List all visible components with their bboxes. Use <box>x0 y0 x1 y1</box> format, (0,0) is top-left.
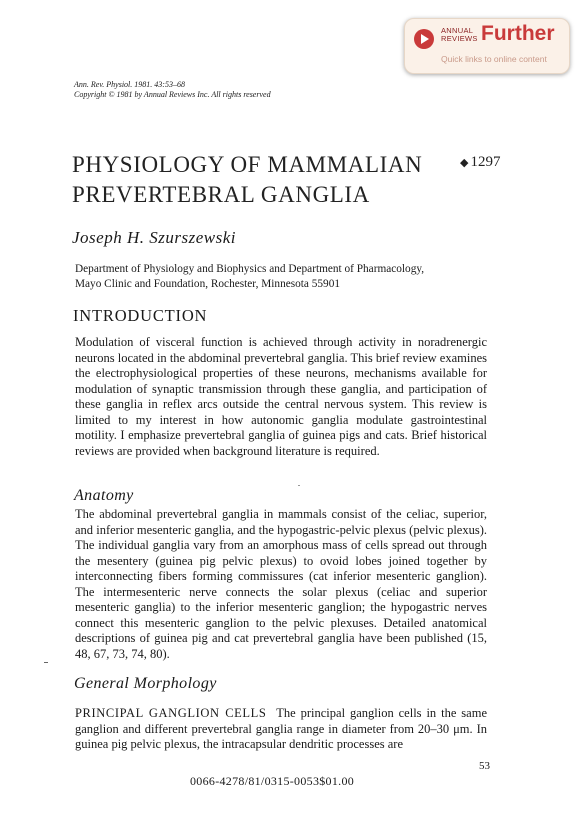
play-circle-icon <box>414 29 434 49</box>
title-line-1: PHYSIOLOGY OF MAMMALIAN <box>72 152 423 177</box>
introduction-text: Modulation of visceral function is achieved through activity in noradrenergic neurons located in the abdominal prevertebral ganglia. This brief review examines the electrophysiological properties of these neurons, mechanisms available for modulation of synaptic transmission through these ganglia, and participation of these ganglia in reflex arcs outside the central nervous system. This review is limited to my interest in how autonomic ganglia modulate gastrointestinal motility. I emphasize prevertebral ganglia of guinea pigs and cats. Brief historical reviews are provided when background literature is required. <box>75 335 487 458</box>
diamond-icon: ◆ <box>460 157 469 169</box>
morphology-lead: PRINCIPAL GANGLION CELLS <box>75 706 267 720</box>
journal-line-1: Ann. Rev. Physiol. 1981. 43:53–68 <box>74 80 185 89</box>
author-name: Joseph H. Szurszewski <box>72 228 236 247</box>
article-title <box>72 150 422 210</box>
affiliation-line-2: Mayo Clinic and Foundation, Rochester, Minnesota 55901 <box>75 278 340 290</box>
badge-brand <box>441 27 485 43</box>
affiliation-line-1: Department of Physiology and Biophysics and Department of Pharmacology, <box>75 263 425 275</box>
badge-brand-line2: REVIEWS <box>441 34 478 43</box>
footer-code: 0066-4278/81/0315-0053$01.00 <box>190 774 355 788</box>
badge-title[interactable]: Further <box>481 22 555 45</box>
margin-mark <box>44 662 48 663</box>
scan-speck <box>298 485 300 486</box>
anatomy-paragraph <box>75 507 487 662</box>
page-number: 53 <box>479 760 490 772</box>
further-badge[interactable] <box>404 18 570 74</box>
journal-line-2: Copyright © 1981 by Annual Reviews Inc. All rights reserved <box>74 90 271 99</box>
affiliation <box>75 262 495 292</box>
badge-subtitle[interactable]: Quick links to online content <box>441 54 547 64</box>
introduction-paragraph <box>75 335 487 459</box>
morphology-paragraph <box>75 706 487 753</box>
anatomy-text: The abdominal prevertebral ganglia in mammals consist of the celiac, superior, and inferior mesenteric ganglia, and the hypogastric-pelvic plexus (pelvic plexus). The individual ganglia vary from an amorphous mass of cells spread out through the mesentery (guinea pig pelvic plexus) to ovoid lobes joined together by interconnecting fibers forming commissures (cat inferior mesenteric ganglion). The intermesenteric nerve connects the solar plexus (celiac and superior mesenteric ganglia) to the inferior mesenteric ganglion; the hypogastric nerves connect this mesenteric ganglion to the pelvic plexuses. Detailed anatomical descriptions of guinea pig and cat prevertebral ganglia have been published (15, 48, 67, 73, 74, 80). <box>75 507 487 661</box>
article-id-number: 1297 <box>470 154 501 170</box>
title-line-2: PREVERTEBRAL GANGLIA <box>72 182 370 207</box>
introduction-heading: INTRODUCTION <box>73 306 208 325</box>
morphology-text-block <box>75 706 487 753</box>
morphology-heading: General Morphology <box>74 675 217 692</box>
article-id <box>460 154 500 171</box>
anatomy-heading: Anatomy <box>74 487 134 504</box>
morphology-text: The principal ganglion cells in the same ganglion and different prevertebral ganglia range in diameter from 20–30 μm. In guinea pig pelvic plexus, the intracapsular dendritic processes are <box>75 706 487 751</box>
badge-brand-line1: ANNUAL <box>441 26 474 35</box>
journal-citation <box>74 80 271 100</box>
